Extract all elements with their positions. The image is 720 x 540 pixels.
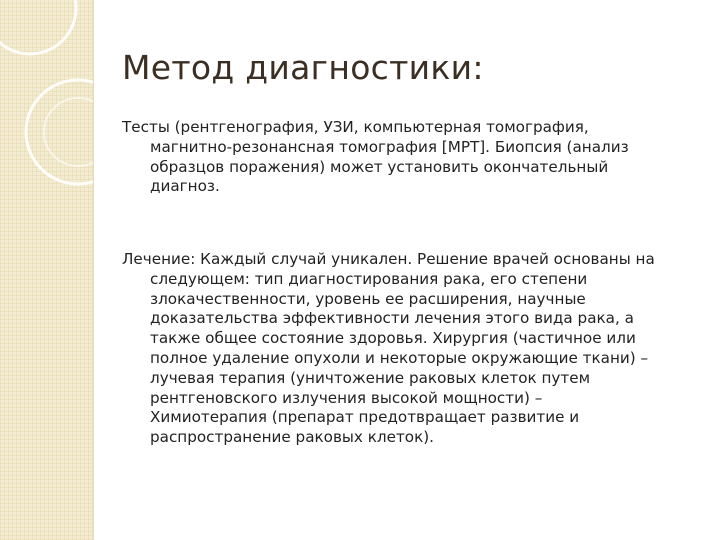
decorative-side-band <box>0 0 94 540</box>
slide-title: Метод диагностики: <box>122 48 484 87</box>
diagnostics-paragraph <box>122 118 682 197</box>
diagnostics-text: Тесты (рентгенография, УЗИ, компьютерная томография, магнитно-резонансная томография [МРТ]. Биопсия (анализ образцов поражения) может установить окончательный диагноз. <box>122 118 629 196</box>
treatment-paragraph <box>122 250 702 448</box>
decorative-circles-icon <box>0 0 93 200</box>
treatment-text: Лечение: Каждый случай уникален. Решение врачей основаны на следующем: тип диагностирования рака, его степени злокачественности, уровень ее расширения, научные доказательства эффективности лечения этого вида рака, а также общее состояние здоровья. Хирургия (частичное или полное удаление опухоли и некоторые окружающие ткани) – лучевая терапия (уничтожение раковых клеток путем рентгеновского излучения высокой мощности) – Химиотерапия (препарат предотвращает развитие и распространение раковых клеток). <box>122 250 655 447</box>
